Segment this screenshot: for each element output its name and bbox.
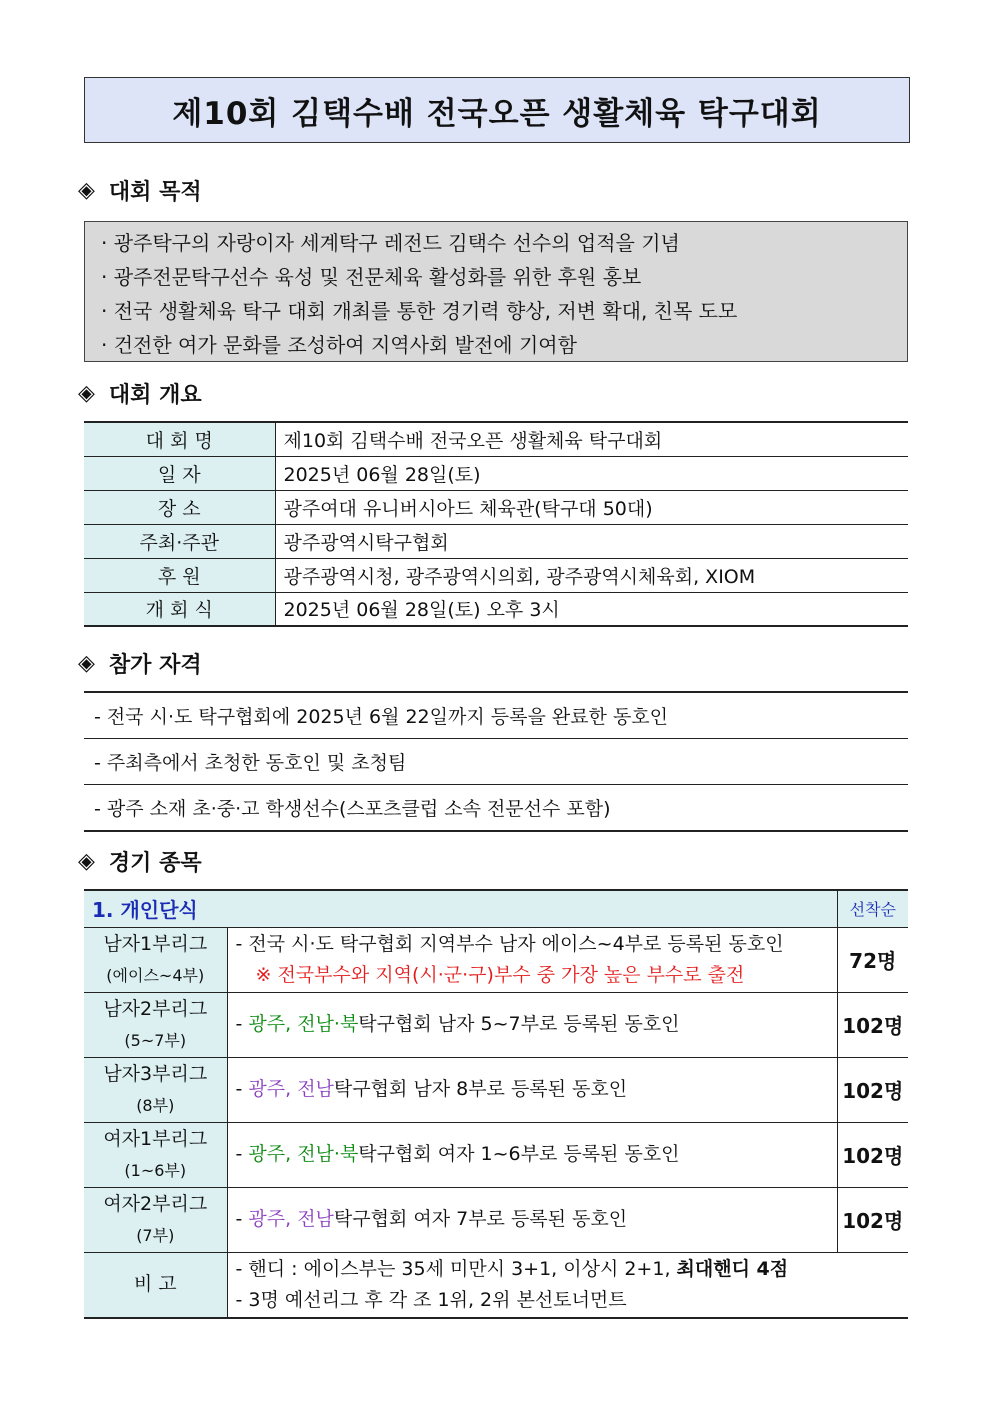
league-name: 남자2부리그 (103, 997, 208, 1020)
section-qualification-heading (78, 648, 202, 679)
events-table (84, 889, 908, 1319)
overview-value: 광주여대 유니버시아드 체육관(탁구대 50대) (275, 490, 908, 524)
diamond-bullet-icon: ◈ (78, 651, 95, 676)
overview-value: 2025년 06월 28일(토) (275, 456, 908, 490)
overview-label: 주최·주관 (84, 524, 275, 558)
purpose-box (84, 221, 908, 362)
league-cell (84, 1057, 227, 1122)
table-row (84, 1057, 908, 1122)
list-item: - 전국 시·도 탁구협회에 2025년 6월 22일까지 등록을 완료한 동호인 (84, 693, 908, 739)
overview-table (84, 421, 908, 627)
desc-prefix: - (235, 1143, 249, 1165)
league-count: 102명 (837, 1057, 908, 1122)
region-text: 광주, 전남·북 (248, 1143, 359, 1165)
league-cell (84, 1187, 227, 1252)
section-purpose-title: 대회 목적 (108, 180, 202, 205)
league-description (227, 1057, 837, 1122)
region-text: 광주, 전남 (248, 1078, 334, 1100)
note-text: - 핸디 : 에이스부는 35세 미만시 3+1, 이상시 2+1, (235, 1257, 677, 1280)
overview-value: 2025년 06월 28일(토) 오후 3시 (275, 592, 908, 626)
desc-rest: 탁구협회 남자 8부로 등록된 동호인 (333, 1078, 628, 1100)
note-emphasis: 최대핸디 4점 (676, 1257, 789, 1280)
desc-rest: 탁구협회 여자 7부로 등록된 동호인 (333, 1208, 628, 1230)
league-division: (에이스~4부) (106, 965, 205, 985)
qualification-list (84, 691, 908, 832)
overview-label: 개 회 식 (84, 592, 275, 626)
league-warning: ※ 전국부수와 지역(시·군·구)부수 중 가장 높은 부수로 출전 (255, 963, 745, 986)
desc-prefix: - (235, 1013, 249, 1035)
diamond-bullet-icon: ◈ (78, 178, 95, 203)
purpose-line: · 광주탁구의 자랑이자 세계탁구 레전드 김택수 선수의 업적을 기념 (101, 231, 680, 255)
overview-label: 장 소 (84, 490, 275, 524)
league-cell (84, 992, 227, 1057)
events-header-row (84, 890, 908, 927)
table-row (84, 927, 908, 992)
region-text: 광주, 전남 (248, 1208, 334, 1230)
league-count: 102명 (837, 1187, 908, 1252)
overview-label: 일 자 (84, 456, 275, 490)
overview-label: 대 회 명 (84, 422, 275, 456)
desc-prefix: - (235, 1078, 249, 1100)
table-row (84, 490, 908, 524)
region-text: 광주, 전남·북 (248, 1013, 359, 1035)
section-events-heading (78, 846, 202, 877)
events-header-note: 선착순 (837, 890, 908, 927)
league-division: (7부) (136, 1225, 175, 1245)
league-name: 남자3부리그 (103, 1062, 208, 1085)
diamond-bullet-icon: ◈ (78, 849, 95, 874)
overview-label: 후 원 (84, 558, 275, 592)
events-note-row (84, 1252, 908, 1318)
desc-prefix: - (235, 1208, 249, 1230)
list-item: - 주최측에서 초청한 동호인 및 초청팀 (84, 739, 908, 785)
note-description (227, 1252, 908, 1318)
league-division: (1~6부) (124, 1160, 187, 1180)
league-cell (84, 1122, 227, 1187)
purpose-line: · 건전한 여가 문화를 조성하여 지역사회 발전에 기여함 (101, 333, 577, 357)
table-row (84, 1122, 908, 1187)
league-count: 102명 (837, 1122, 908, 1187)
league-name: 여자2부리그 (103, 1192, 208, 1215)
league-name: 남자1부리그 (103, 932, 208, 955)
table-row (84, 1187, 908, 1252)
table-row (84, 558, 908, 592)
overview-value: 광주광역시탁구협회 (275, 524, 908, 558)
league-division: (8부) (136, 1095, 175, 1115)
page-title: 제10회 김택수배 전국오픈 생활체육 탁구대회 (84, 77, 910, 143)
section-events-title: 경기 종목 (108, 851, 202, 876)
list-item: - 광주 소재 초·중·고 학생선수(스포츠클럽 소속 전문선수 포함) (84, 785, 908, 832)
table-row (84, 992, 908, 1057)
section-overview-title: 대회 개요 (108, 383, 202, 408)
purpose-line: · 광주전문탁구선수 육성 및 전문체육 활성화를 위한 후원 홍보 (101, 265, 642, 289)
section-overview-heading (78, 378, 202, 409)
table-row (84, 592, 908, 626)
table-row (84, 524, 908, 558)
diamond-bullet-icon: ◈ (78, 381, 95, 406)
league-description (227, 1187, 837, 1252)
desc-rest: 탁구협회 여자 1~6부로 등록된 동호인 (358, 1143, 680, 1165)
desc-rest: 탁구협회 남자 5~7부로 등록된 동호인 (358, 1013, 680, 1035)
note-line (236, 1254, 908, 1285)
league-cell (84, 927, 227, 992)
overview-value: 광주광역시청, 광주광역시의회, 광주광역시체육회, XIOM (275, 558, 908, 592)
league-description (227, 1122, 837, 1187)
league-count: 102명 (837, 992, 908, 1057)
league-description (227, 992, 837, 1057)
purpose-line: · 전국 생활체육 탁구 대회 개최를 통한 경기력 향상, 저변 확대, 친목 도모 (101, 299, 738, 323)
events-header-title: 1. 개인단식 (84, 890, 837, 927)
league-description (227, 927, 837, 992)
league-count: 72명 (837, 927, 908, 992)
league-desc-line: - 전국 시·도 탁구협회 지역부수 남자 에이스~4부로 등록된 동호인 (235, 932, 784, 955)
section-qualification-title: 참가 자격 (108, 653, 202, 678)
note-line: - 3명 예선리그 후 각 조 1위, 2위 본선토너먼트 (235, 1288, 627, 1311)
league-name: 여자1부리그 (103, 1127, 208, 1150)
note-label: 비 고 (84, 1252, 227, 1318)
table-row (84, 422, 908, 456)
table-row (84, 456, 908, 490)
league-division: (5~7부) (124, 1030, 187, 1050)
overview-value: 제10회 김택수배 전국오픈 생활체육 탁구대회 (275, 422, 908, 456)
section-purpose-heading (78, 175, 202, 206)
